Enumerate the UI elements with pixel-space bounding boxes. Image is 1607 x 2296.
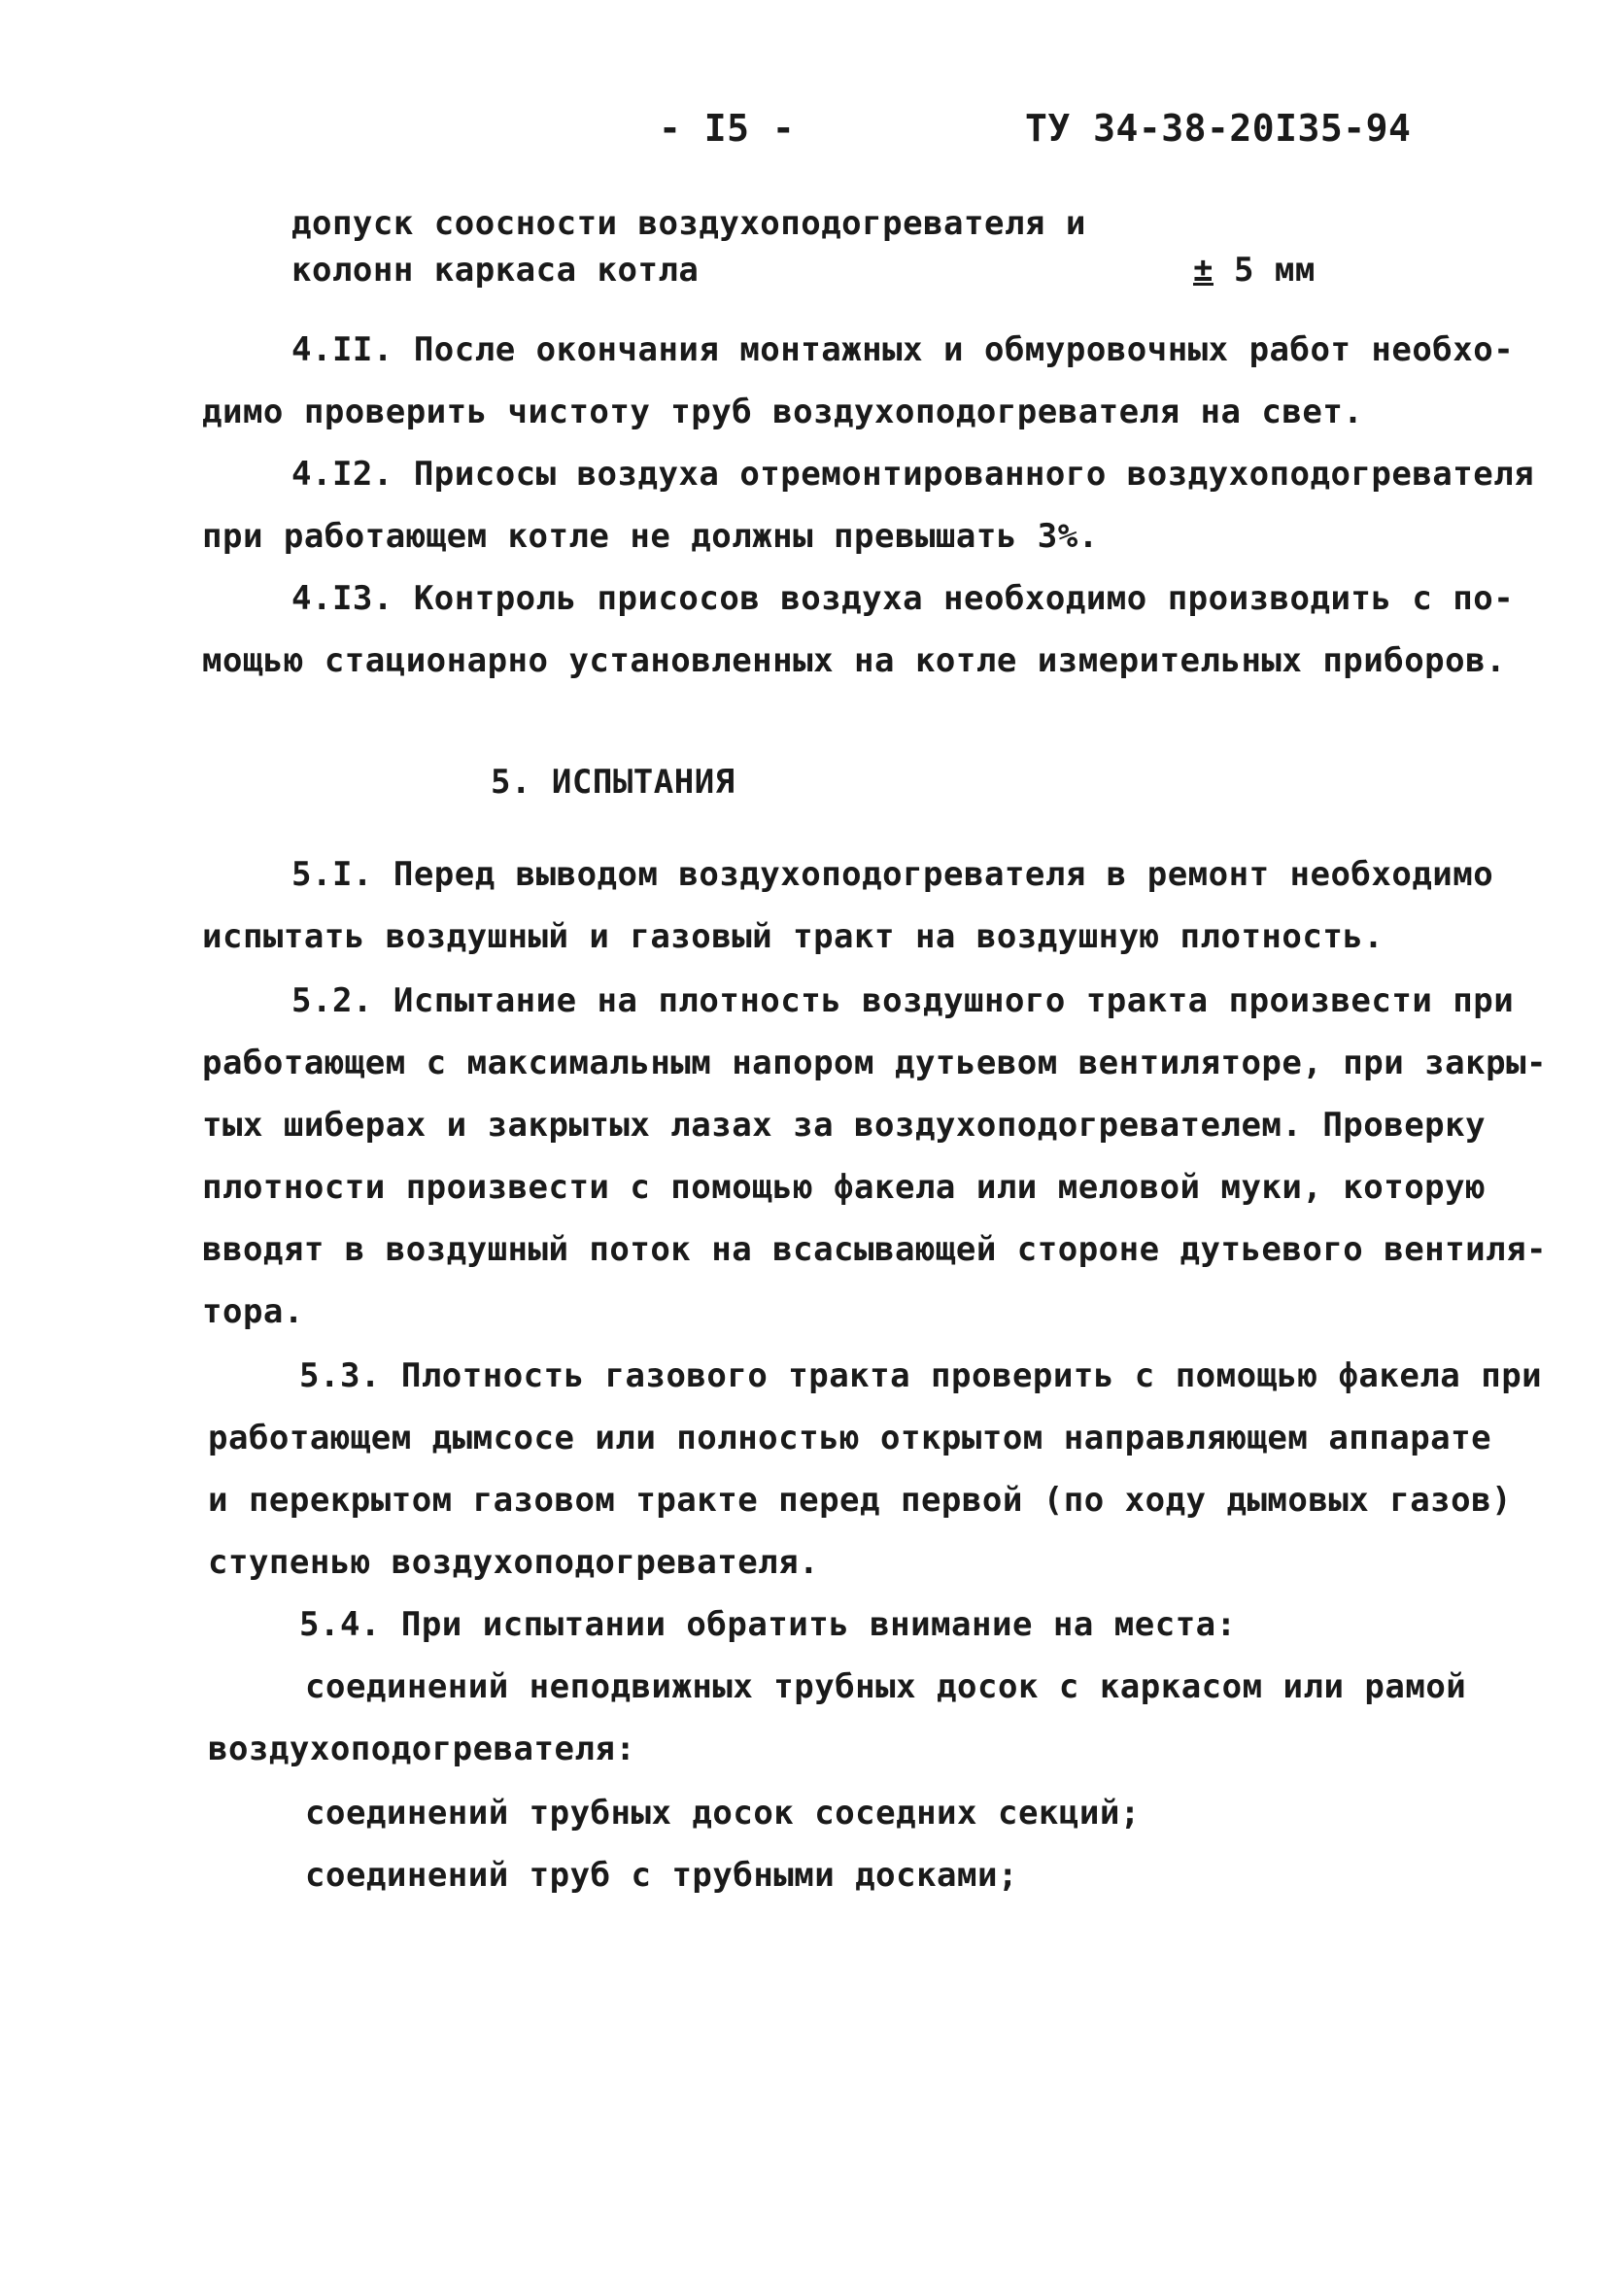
clause-5-2-line-3: тых шиберах и закрытых лазах за воздухоподогревателем. Проверку xyxy=(202,1106,1487,1145)
clause-4-13-line-2: мощью стационарно установленных на котле измерительных приборов. xyxy=(202,641,1507,680)
clause-5-3-line-2: работающем дымсосе или полностью открытом направляющем аппарате xyxy=(208,1419,1492,1457)
document-code: ТУ 34-38-20I35-94 xyxy=(1025,107,1412,150)
page-number: - I5 - xyxy=(659,107,796,150)
clause-5-1-line-2: испытать воздушный и газовый тракт на воздушную плотность. xyxy=(202,917,1385,956)
clause-5-1-line-1: 5.I. Перед выводом воздухоподогревателя в ремонт необходимо xyxy=(291,855,1494,894)
list-item-1-line-1: соединений неподвижных трубных досок с каркасом или рамой xyxy=(305,1667,1467,1706)
clause-5-2-line-2: работающем с максимальным напором дутьевом вентиляторе, при закры- xyxy=(202,1044,1548,1082)
clause-5-3-line-1: 5.3. Плотность газового тракта проверить с помощью факела при xyxy=(299,1356,1543,1395)
clause-4-13-line-1: 4.I3. Контроль присосов воздуха необходимо производить с по- xyxy=(291,579,1515,618)
clause-5-3-line-4: ступенью воздухоподогревателя. xyxy=(208,1543,820,1582)
tolerance-value xyxy=(1193,251,1316,290)
clause-5-2-line-5: вводят в воздушный поток на всасывающей стороне дутьевого вентиля- xyxy=(202,1230,1548,1269)
list-item-2: соединений трубных досок соседних секций; xyxy=(305,1794,1141,1833)
clause-4-11-line-2: димо проверить чистоту труб воздухоподогревателя на свет. xyxy=(202,393,1364,431)
list-item-1-line-2: воздухоподогревателя: xyxy=(208,1730,636,1768)
clause-4-11-line-1: 4.II. После окончания монтажных и обмуровочных работ необхо- xyxy=(291,330,1515,369)
clause-4-12-line-1: 4.I2. Присосы воздуха отремонтированного воздухоподогревателя xyxy=(291,455,1535,494)
clause-5-2-line-6: тора. xyxy=(202,1292,304,1331)
tolerance-line-1: допуск соосности воздухоподогревателя и xyxy=(291,204,1086,243)
tolerance-amount: 5 мм xyxy=(1213,251,1316,290)
list-item-3: соединений труб с трубными досками; xyxy=(305,1856,1018,1895)
clause-4-12-line-2: при работающем котле не должны превышать 3%. xyxy=(202,517,1099,556)
clause-5-3-line-3: и перекрытом газовом тракте перед первой (по ходу дымовых газов) xyxy=(208,1481,1513,1520)
tolerance-line-2: колонн каркаса котла xyxy=(291,251,700,290)
plus-minus-sign: ± xyxy=(1193,251,1214,290)
clause-5-2-line-1: 5.2. Испытание на плотность воздушного тракта произвести при xyxy=(291,981,1515,1020)
clause-5-4-line-1: 5.4. При испытании обратить внимание на места: xyxy=(299,1605,1237,1644)
section-5-heading: 5. ИСПЫТАНИЯ xyxy=(491,763,735,802)
clause-5-2-line-4: плотности произвести с помощью факела или меловой муки, которую xyxy=(202,1168,1487,1207)
